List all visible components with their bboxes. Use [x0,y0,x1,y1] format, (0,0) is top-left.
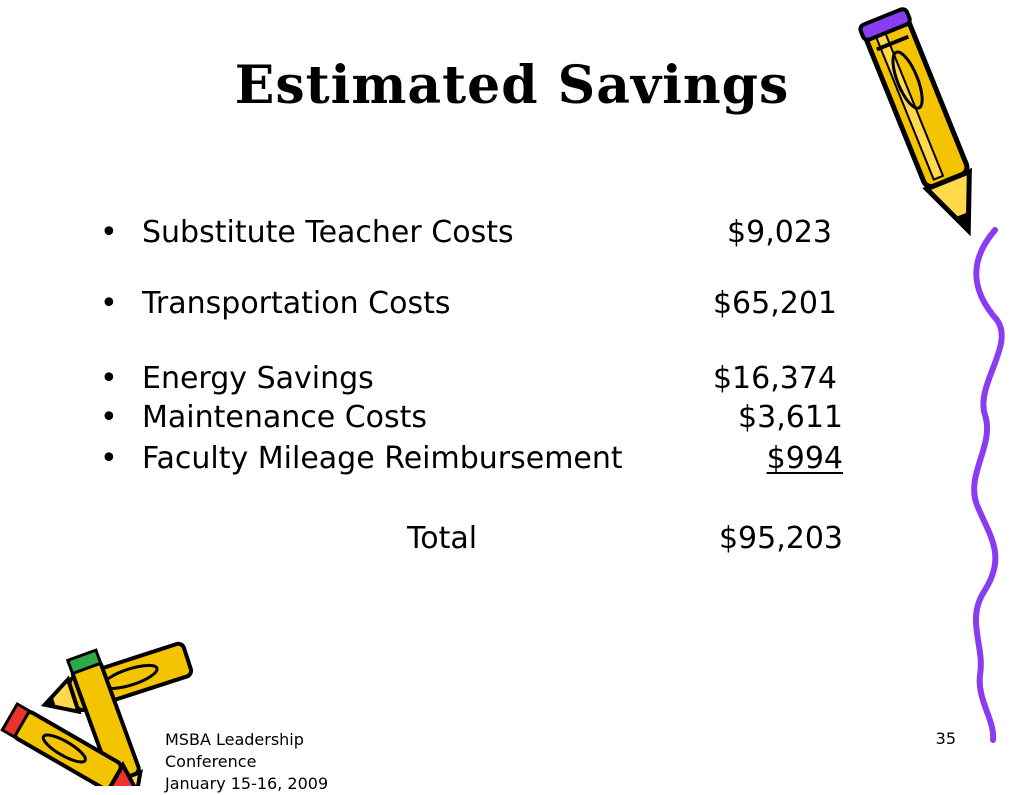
bullet-marker: • [100,286,118,321]
list-item [0,400,1024,444]
item-label: Substitute Teacher Costs [142,215,514,250]
bullet-marker: • [100,361,118,396]
list-item [0,441,1024,485]
footer-line: January 15-16, 2009 [165,774,329,793]
item-label: Faculty Mileage Reimbursement [142,441,623,476]
item-value: $994 [766,441,843,476]
item-value: $3,611 [738,400,843,435]
item-label: Transportation Costs [142,286,451,321]
bullet-marker: • [100,441,118,476]
bullet-marker: • [100,215,118,250]
total-label: Total [407,521,478,556]
list-item [0,215,1024,259]
list-item [0,361,1024,405]
footer-text [165,729,405,795]
item-value: $9,023 [727,215,832,250]
item-value: $65,201 [712,286,837,321]
total-row [0,521,1024,565]
total-value: $95,203 [718,521,843,556]
pencil-clipart-icon [855,5,1005,250]
footer-line: Conference [165,752,257,771]
item-label: Energy Savings [142,361,374,396]
item-label: Maintenance Costs [142,400,428,435]
list-item [0,286,1024,330]
footer-line: MSBA Leadership [165,730,304,749]
item-value: $16,374 [712,361,837,396]
slide-title: Estimated Savings [234,55,790,116]
page-number: 35 [935,729,956,748]
bullet-marker: • [100,400,118,435]
